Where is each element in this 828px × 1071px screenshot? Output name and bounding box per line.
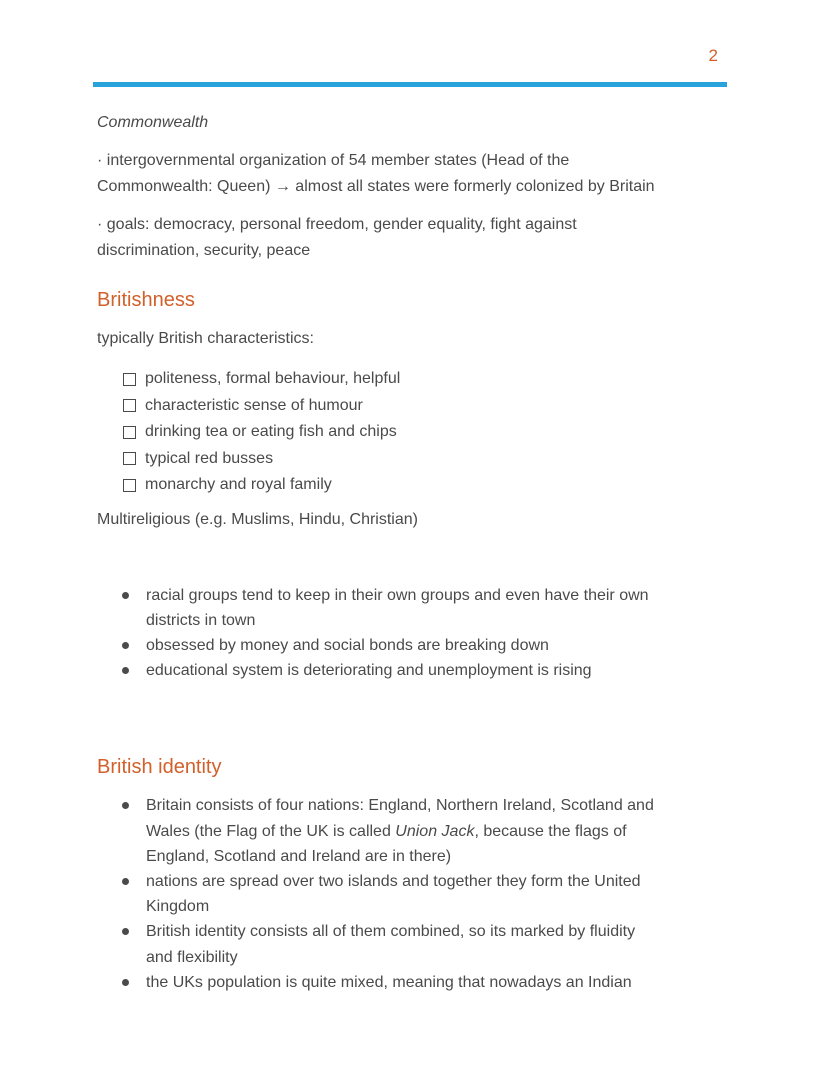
- bullet-icon: [122, 642, 129, 649]
- checklist-label: monarchy and royal family: [145, 476, 332, 494]
- checkbox-icon[interactable]: [123, 373, 136, 386]
- checklist-item: [123, 419, 737, 446]
- text-line: educational system is deteriorating and unemployment is rising: [146, 662, 592, 680]
- checkbox-icon[interactable]: [123, 452, 136, 465]
- checklist-label: typical red busses: [145, 449, 274, 467]
- checkbox-icon[interactable]: [123, 399, 136, 412]
- list-item: [121, 583, 737, 633]
- text-line: · goals: democracy, personal freedom, gender equality, fight against: [97, 216, 577, 233]
- checklist-item: [123, 472, 737, 499]
- britishness-intro: typically British characteristics:: [97, 330, 314, 347]
- text-line: racial groups tend to keep in their own groups and even have their own: [146, 586, 649, 604]
- bullet-icon: [122, 928, 129, 935]
- list-item: [121, 633, 737, 658]
- checklist-item: [123, 393, 737, 420]
- commonwealth-paragraph-2: [97, 212, 737, 264]
- commonwealth-heading: Commonwealth: [97, 114, 209, 131]
- text-line: British identity consists all of them combined, so its marked by fluidity: [146, 923, 636, 941]
- bullet-icon: [122, 667, 129, 674]
- commonwealth-paragraph-1: [97, 148, 737, 200]
- list-item: [121, 793, 737, 869]
- britishness-heading: Britishness: [97, 289, 195, 311]
- text-line: discrimination, security, peace: [97, 242, 311, 259]
- checklist-item: [123, 366, 737, 393]
- checklist-label: drinking tea or eating fish and chips: [145, 423, 397, 441]
- text-line: nations are spread over two islands and together they form the United: [146, 872, 641, 890]
- list-item: [121, 970, 737, 995]
- text-line: Commonwealth: Queen) → almost all states were formerly colonized by Britain: [97, 178, 655, 195]
- bullet-icon: [122, 592, 129, 599]
- bullet-icon: [122, 878, 129, 885]
- text-line: · intergovernmental organization of 54 member states (Head of the: [97, 152, 570, 169]
- checkbox-icon[interactable]: [123, 426, 136, 439]
- list-item: [121, 869, 737, 919]
- document-body: [97, 110, 737, 995]
- text-line: , because the flags of: [474, 822, 627, 840]
- characteristics-checklist: [97, 366, 737, 499]
- text-line: Wales (the Flag of the UK is called: [146, 822, 396, 840]
- identity-bullets: [97, 793, 737, 995]
- text-line: districts in town: [146, 611, 256, 629]
- checkbox-icon[interactable]: [123, 479, 136, 492]
- text-line: and flexibility: [146, 948, 238, 966]
- text-line: obsessed by money and social bonds are breaking down: [146, 636, 549, 654]
- page-number: 2: [708, 46, 718, 65]
- britishness-bullets: [97, 583, 737, 684]
- bullet-icon: [122, 802, 129, 809]
- checklist-item: [123, 446, 737, 473]
- multireligious-text: Multireligious (e.g. Muslims, Hindu, Christian): [97, 510, 418, 528]
- text-line: Kingdom: [146, 898, 210, 916]
- text-line: Britain consists of four nations: England, Northern Ireland, Scotland and: [146, 797, 654, 815]
- checklist-label: politeness, formal behaviour, helpful: [145, 370, 401, 388]
- checklist-label: characteristic sense of humour: [145, 396, 363, 414]
- list-item: [121, 919, 737, 969]
- bullet-icon: [122, 979, 129, 986]
- union-jack-term: Union Jack: [395, 822, 475, 840]
- header-rule: [93, 82, 727, 87]
- text-line: the UKs population is quite mixed, meaning that nowadays an Indian: [146, 973, 632, 991]
- text-line: England, Scotland and Ireland are in there): [146, 847, 452, 865]
- list-item: [121, 658, 737, 683]
- british-identity-heading: British identity: [97, 756, 222, 779]
